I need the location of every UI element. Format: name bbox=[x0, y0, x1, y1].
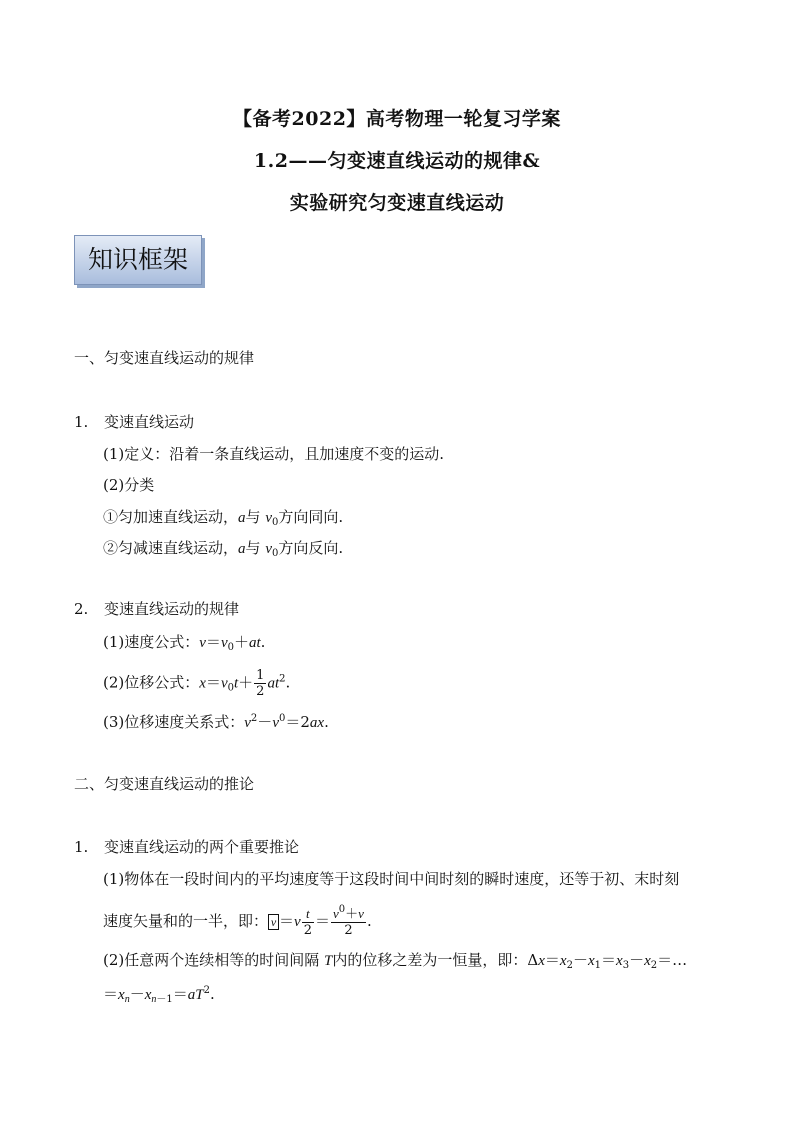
fraction: $\frac{1}{2}$ bbox=[256, 668, 265, 699]
label: (2)位移公式： bbox=[103, 673, 200, 692]
s1-decelerate: ②匀减速直线运动，a与 $v_0$方向反向. bbox=[103, 539, 344, 559]
displacement-formula: (2)位移公式：$x=v_0t+$ $\frac{1}{2}$ $at^2$. bbox=[103, 668, 291, 699]
fraction: $\frac{v^0+v}{2}$ bbox=[333, 904, 364, 938]
text: 内的位移之差为一恒量，即： bbox=[332, 951, 528, 969]
fraction: $\frac{t}{2}$ bbox=[303, 906, 312, 938]
s2-p2-line1: (2)任意两个连续相等的时间间隔 T内的位移之差为一恒量，即：$\Delta x=x_2-x_1=x_3-x_2=\dots$ bbox=[103, 951, 688, 971]
s2-p1-line1: (1)物体在一段时间内的平均速度等于这段时间中间时刻的瞬时速度，还等于初、末时刻 bbox=[103, 870, 680, 888]
section1-heading: 一、匀变速直线运动的规律 bbox=[74, 349, 255, 367]
text: ②匀减速直线运动， bbox=[103, 539, 239, 557]
label: (1)速度公式： bbox=[103, 633, 200, 651]
velocity-displacement-formula: (3)位移速度关系式：$v^2-v^0=2ax$. bbox=[103, 713, 329, 731]
item-number: 1. bbox=[74, 838, 89, 856]
text: 与 bbox=[245, 508, 261, 526]
item-number: 2. bbox=[74, 600, 89, 618]
doc-subtitle-2: 实验研究匀变速直线运动 bbox=[289, 192, 505, 214]
doc-title: 【备考2022】高考物理一轮复习学案 bbox=[233, 108, 561, 130]
item-title: 变速直线运动的规律 bbox=[104, 600, 240, 618]
s2-p1-line2: 速度矢量和的一半，即： v ＝v $\frac{t}{2}$ ＝ $\frac{v^0+v}{2}$ . bbox=[103, 904, 372, 938]
s1-def: (1)定义：沿着一条直线运动，且加速度不变的运动. bbox=[103, 445, 445, 463]
s1-item1-title bbox=[74, 412, 194, 432]
average-velocity-symbol: v bbox=[268, 914, 279, 930]
section2-heading: 二、匀变速直线运动的推论 bbox=[74, 775, 255, 793]
text: 方向同向. bbox=[278, 508, 344, 526]
doc-subtitle-1: 1.2——匀变速直线运动的规律& bbox=[253, 150, 541, 172]
text: 速度矢量和的一半，即： bbox=[103, 912, 269, 930]
text: 与 bbox=[245, 539, 261, 557]
text: (2)任意两个连续相等的时间间隔 bbox=[103, 951, 320, 969]
s2-item1-title bbox=[74, 837, 299, 857]
label: (3)位移速度关系式： bbox=[103, 713, 245, 731]
text: 方向反向. bbox=[278, 539, 344, 557]
s1-accelerate: ①匀加速直线运动，a与 $v_0$方向同向. bbox=[103, 508, 344, 528]
item-number: 1. bbox=[74, 413, 89, 431]
velocity-formula: (1)速度公式：$v=v_0+at$. bbox=[103, 633, 266, 653]
item-title: 变速直线运动的两个重要推论 bbox=[104, 838, 300, 856]
text: ①匀加速直线运动， bbox=[103, 508, 239, 526]
s1-item2-title bbox=[74, 599, 239, 619]
item-title: 变速直线运动 bbox=[104, 413, 195, 431]
knowledge-framework-badge: 知识框架 bbox=[74, 235, 202, 285]
s2-p2-line2: $=x_n-x_{n-1}=aT^2$. bbox=[103, 985, 215, 1005]
s1-classify: (2)分类 bbox=[103, 476, 155, 494]
